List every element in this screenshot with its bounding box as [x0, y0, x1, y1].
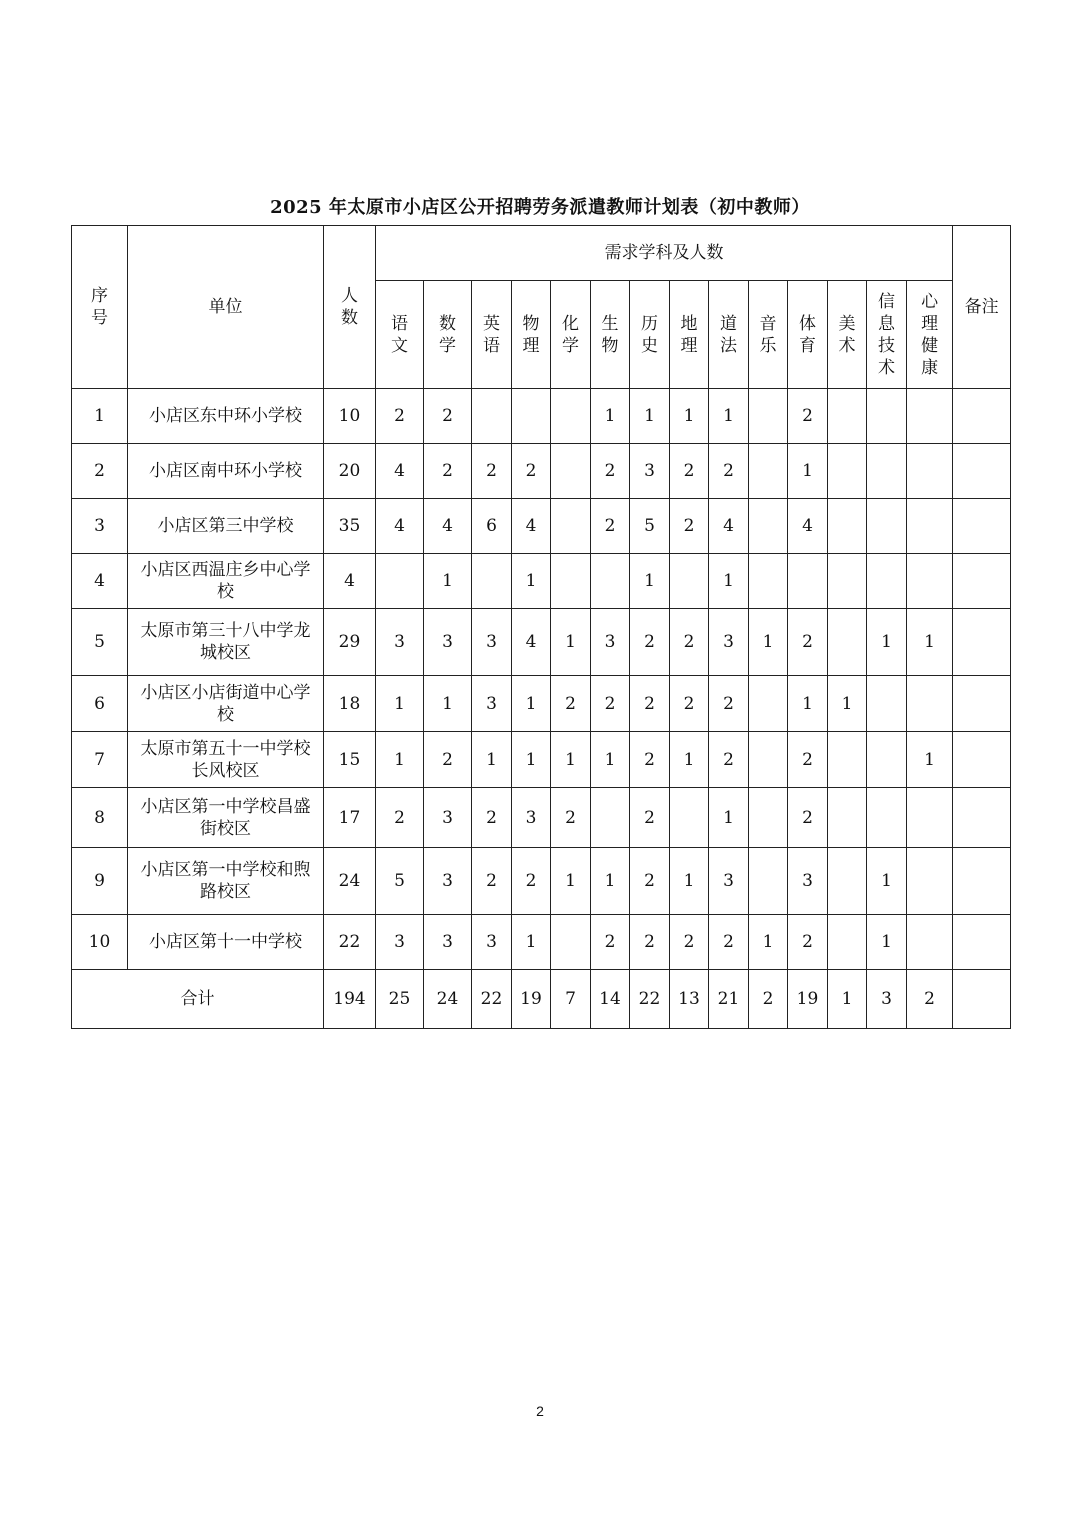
row-remark — [953, 676, 1011, 732]
row-subject-value: 4 — [709, 499, 749, 554]
row-subject-value: 1 — [512, 915, 551, 970]
document-title: 2025 年太原市小店区公开招聘劳务派遣教师计划表（初中教师） — [270, 197, 810, 218]
row-subject-value — [867, 389, 907, 444]
total-subject-value: 19 — [788, 970, 828, 1029]
page-number: 2 — [536, 1403, 544, 1419]
row-subject-value: 2 — [630, 848, 670, 915]
row-subject-value: 1 — [551, 609, 591, 676]
row-subject-value — [749, 848, 788, 915]
row-subject-value: 3 — [424, 788, 472, 848]
row-subject-value: 1 — [788, 444, 828, 499]
row-unit: 小店区小店街道中心学校 — [128, 676, 324, 732]
table-row — [72, 389, 1011, 444]
row-count: 24 — [324, 848, 376, 915]
row-subject-value: 2 — [630, 732, 670, 788]
header-subject: 道法 — [709, 281, 749, 389]
row-subject-value: 1 — [867, 609, 907, 676]
row-subject-value: 1 — [472, 732, 512, 788]
row-subject-value: 1 — [591, 732, 630, 788]
header-remark: 备注 — [953, 226, 1011, 389]
row-subject-value: 3 — [591, 609, 630, 676]
row-count: 15 — [324, 732, 376, 788]
table-row — [72, 609, 1011, 676]
row-count: 18 — [324, 676, 376, 732]
row-subject-value: 1 — [376, 732, 424, 788]
row-subject-value: 2 — [709, 732, 749, 788]
row-subject-value — [749, 788, 788, 848]
header-subject: 美术 — [828, 281, 867, 389]
row-subject-value: 2 — [591, 915, 630, 970]
total-remark — [953, 970, 1011, 1029]
row-subject-value: 3 — [630, 444, 670, 499]
row-subject-value — [907, 499, 953, 554]
row-subject-value: 3 — [709, 609, 749, 676]
row-subject-value: 2 — [670, 915, 709, 970]
row-subject-value — [907, 676, 953, 732]
row-subject-value: 2 — [512, 848, 551, 915]
row-subject-value: 1 — [907, 609, 953, 676]
row-subject-value: 2 — [709, 915, 749, 970]
row-subject-value — [749, 676, 788, 732]
row-remark — [953, 389, 1011, 444]
total-subject-value: 22 — [472, 970, 512, 1029]
table-row — [72, 788, 1011, 848]
table-row — [72, 732, 1011, 788]
row-subject-value: 2 — [472, 788, 512, 848]
row-remark — [953, 554, 1011, 609]
header-subject: 心理健康 — [907, 281, 953, 389]
row-subject-value: 1 — [512, 732, 551, 788]
row-subject-value — [670, 554, 709, 609]
row-subject-value: 1 — [424, 676, 472, 732]
row-subject-value: 2 — [376, 389, 424, 444]
header-index: 序号 — [72, 226, 128, 389]
row-subject-value — [551, 444, 591, 499]
row-remark — [953, 848, 1011, 915]
row-subject-value: 1 — [551, 848, 591, 915]
total-subject-value: 7 — [551, 970, 591, 1029]
row-remark — [953, 499, 1011, 554]
row-subject-value: 2 — [591, 499, 630, 554]
row-subject-value — [828, 788, 867, 848]
row-subject-value — [867, 554, 907, 609]
row-unit: 小店区第十一中学校 — [128, 915, 324, 970]
total-subject-value: 3 — [867, 970, 907, 1029]
row-unit: 小店区东中环小学校 — [128, 389, 324, 444]
row-subject-value: 2 — [709, 676, 749, 732]
total-subject-value: 22 — [630, 970, 670, 1029]
row-subject-value — [828, 609, 867, 676]
row-subject-value: 2 — [709, 444, 749, 499]
header-count: 人数 — [324, 226, 376, 389]
row-subject-value: 2 — [551, 676, 591, 732]
header-subject: 历史 — [630, 281, 670, 389]
row-subject-value — [867, 499, 907, 554]
row-subject-value — [828, 499, 867, 554]
row-subject-value — [867, 444, 907, 499]
total-row — [72, 970, 1011, 1029]
row-subject-value: 3 — [472, 609, 512, 676]
row-subject-value — [512, 389, 551, 444]
row-unit: 小店区南中环小学校 — [128, 444, 324, 499]
row-remark — [953, 732, 1011, 788]
row-subject-value: 1 — [630, 554, 670, 609]
row-count: 4 — [324, 554, 376, 609]
row-subject-value: 3 — [376, 609, 424, 676]
row-subject-value: 1 — [591, 389, 630, 444]
row-subject-value: 2 — [788, 788, 828, 848]
row-index: 10 — [72, 915, 128, 970]
row-subject-value: 3 — [472, 676, 512, 732]
row-subject-value: 1 — [670, 389, 709, 444]
row-subject-value — [749, 444, 788, 499]
row-subject-value — [749, 732, 788, 788]
table-row — [72, 444, 1011, 499]
row-subject-value: 6 — [472, 499, 512, 554]
row-subject-value: 1 — [591, 848, 630, 915]
header-subject: 语文 — [376, 281, 424, 389]
row-subject-value: 3 — [709, 848, 749, 915]
row-subject-value — [551, 554, 591, 609]
row-subject-value — [907, 848, 953, 915]
row-subject-value: 2 — [788, 732, 828, 788]
row-index: 7 — [72, 732, 128, 788]
row-subject-value: 2 — [472, 848, 512, 915]
row-subject-value — [828, 444, 867, 499]
total-count: 194 — [324, 970, 376, 1029]
header-subject: 地理 — [670, 281, 709, 389]
row-subject-value — [907, 788, 953, 848]
row-subject-value — [749, 389, 788, 444]
row-unit: 小店区西温庄乡中心学校 — [128, 554, 324, 609]
row-subject-value: 1 — [551, 732, 591, 788]
row-subject-value: 2 — [591, 444, 630, 499]
total-subject-value: 14 — [591, 970, 630, 1029]
row-subject-value: 2 — [591, 676, 630, 732]
total-subject-value: 2 — [749, 970, 788, 1029]
row-subject-value: 1 — [828, 676, 867, 732]
row-count: 10 — [324, 389, 376, 444]
row-subject-value: 3 — [472, 915, 512, 970]
row-subject-value: 2 — [670, 444, 709, 499]
row-subject-value: 2 — [670, 609, 709, 676]
row-index: 5 — [72, 609, 128, 676]
row-subject-value — [472, 389, 512, 444]
header-subject: 体育 — [788, 281, 828, 389]
row-subject-value: 4 — [424, 499, 472, 554]
row-subject-value: 2 — [788, 609, 828, 676]
row-subject-value — [907, 389, 953, 444]
row-subject-value: 2 — [630, 676, 670, 732]
total-label: 合计 — [72, 970, 324, 1029]
row-count: 22 — [324, 915, 376, 970]
row-subject-value: 1 — [749, 915, 788, 970]
row-count: 29 — [324, 609, 376, 676]
row-subject-value — [828, 848, 867, 915]
row-subject-value: 4 — [376, 499, 424, 554]
row-subject-value: 2 — [788, 389, 828, 444]
row-subject-value: 1 — [630, 389, 670, 444]
row-subject-value: 1 — [670, 732, 709, 788]
row-subject-value: 3 — [788, 848, 828, 915]
row-subject-value: 2 — [512, 444, 551, 499]
row-subject-value — [551, 499, 591, 554]
table-row — [72, 915, 1011, 970]
total-subject-value: 2 — [907, 970, 953, 1029]
header-subject: 信息技术 — [867, 281, 907, 389]
row-subject-value: 2 — [630, 609, 670, 676]
row-unit: 太原市第五十一中学校长风校区 — [128, 732, 324, 788]
row-subject-value: 2 — [424, 444, 472, 499]
header-subject: 音乐 — [749, 281, 788, 389]
row-subject-value — [551, 389, 591, 444]
row-subject-value — [376, 554, 424, 609]
row-subject-value: 2 — [788, 915, 828, 970]
row-index: 4 — [72, 554, 128, 609]
row-subject-value — [551, 915, 591, 970]
row-subject-value — [749, 499, 788, 554]
header-subject: 化学 — [551, 281, 591, 389]
row-subject-value: 1 — [709, 554, 749, 609]
row-subject-value: 1 — [867, 915, 907, 970]
row-count: 17 — [324, 788, 376, 848]
row-subject-value — [788, 554, 828, 609]
row-subject-value: 4 — [512, 499, 551, 554]
row-index: 6 — [72, 676, 128, 732]
row-count: 20 — [324, 444, 376, 499]
total-subject-value: 21 — [709, 970, 749, 1029]
row-subject-value: 2 — [670, 499, 709, 554]
row-subject-value: 3 — [512, 788, 551, 848]
row-subject-value: 2 — [551, 788, 591, 848]
header-row-group — [72, 226, 1011, 281]
row-index: 8 — [72, 788, 128, 848]
total-subject-value: 24 — [424, 970, 472, 1029]
row-index: 1 — [72, 389, 128, 444]
total-subject-value: 13 — [670, 970, 709, 1029]
row-subject-value — [907, 444, 953, 499]
row-subject-value: 1 — [670, 848, 709, 915]
row-subject-value: 2 — [670, 676, 709, 732]
header-subject: 英语 — [472, 281, 512, 389]
row-subject-value: 2 — [630, 788, 670, 848]
row-subject-value — [907, 915, 953, 970]
row-subject-value: 1 — [867, 848, 907, 915]
row-subject-value: 2 — [630, 915, 670, 970]
row-subject-value: 1 — [788, 676, 828, 732]
row-unit: 小店区第三中学校 — [128, 499, 324, 554]
table-row — [72, 499, 1011, 554]
row-subject-value: 1 — [749, 609, 788, 676]
row-subject-value: 4 — [512, 609, 551, 676]
table-row — [72, 848, 1011, 915]
row-subject-value: 4 — [788, 499, 828, 554]
row-subject-value: 5 — [630, 499, 670, 554]
row-subject-value: 3 — [376, 915, 424, 970]
total-subject-value: 25 — [376, 970, 424, 1029]
row-subject-value: 1 — [512, 554, 551, 609]
row-count: 35 — [324, 499, 376, 554]
row-remark — [953, 788, 1011, 848]
row-subject-value: 1 — [709, 788, 749, 848]
row-subject-value: 2 — [424, 389, 472, 444]
table-row — [72, 554, 1011, 609]
row-subject-value — [749, 554, 788, 609]
row-subject-value: 1 — [376, 676, 424, 732]
row-subject-value — [867, 676, 907, 732]
row-subject-value: 4 — [376, 444, 424, 499]
row-subject-value — [670, 788, 709, 848]
row-subject-value — [828, 554, 867, 609]
row-subject-value: 3 — [424, 609, 472, 676]
row-subject-value — [867, 732, 907, 788]
total-subject-value: 1 — [828, 970, 867, 1029]
row-subject-value: 3 — [424, 848, 472, 915]
teacher-plan-table — [71, 225, 1011, 1029]
row-subject-value — [867, 788, 907, 848]
table-row — [72, 676, 1011, 732]
row-remark — [953, 609, 1011, 676]
row-remark — [953, 444, 1011, 499]
row-subject-value — [828, 389, 867, 444]
total-subject-value: 19 — [512, 970, 551, 1029]
row-unit: 太原市第三十八中学龙城校区 — [128, 609, 324, 676]
row-subject-value: 2 — [376, 788, 424, 848]
row-remark — [953, 915, 1011, 970]
row-subject-value — [828, 915, 867, 970]
row-subject-value: 3 — [424, 915, 472, 970]
header-subject: 数学 — [424, 281, 472, 389]
row-subject-value: 2 — [472, 444, 512, 499]
header-subject: 物理 — [512, 281, 551, 389]
row-subject-value — [907, 554, 953, 609]
row-index: 9 — [72, 848, 128, 915]
row-index: 2 — [72, 444, 128, 499]
row-subject-value: 1 — [709, 389, 749, 444]
header-subject: 生物 — [591, 281, 630, 389]
row-unit: 小店区第一中学校和煦路校区 — [128, 848, 324, 915]
row-unit: 小店区第一中学校昌盛街校区 — [128, 788, 324, 848]
row-subject-value: 2 — [424, 732, 472, 788]
row-subject-value: 1 — [424, 554, 472, 609]
row-subject-value: 1 — [512, 676, 551, 732]
row-subject-value — [828, 732, 867, 788]
header-unit: 单位 — [128, 226, 324, 389]
row-subject-value: 5 — [376, 848, 424, 915]
row-subject-value — [472, 554, 512, 609]
row-subject-value — [591, 788, 630, 848]
header-subjects-group: 需求学科及人数 — [376, 226, 953, 281]
row-subject-value: 1 — [907, 732, 953, 788]
row-index: 3 — [72, 499, 128, 554]
row-subject-value — [591, 554, 630, 609]
